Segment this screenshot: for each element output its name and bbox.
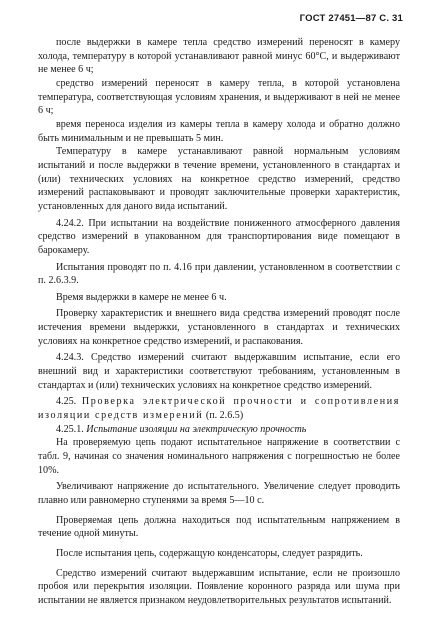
paragraph: Проверку характеристик и внешнего вида средства измерений проводят после истечения времени выдержки, установленного в стандартах и технических условиях на конкретное средство измерений, и распакования. [38,308,400,347]
paragraph: Время выдержки в камере не менее 6 ч. [56,291,227,303]
subsection-heading-4-25-1 [38,423,400,437]
paragraph: Проверяемая цепь должна находиться под испытательным напряжением в течение одной минуты. [38,514,400,540]
paragraph: Увеличивают напряжение до испытательного. Увеличение следует проводить плавно или равномерно ступенями за время 5—10 с. [38,481,400,506]
section-heading-4-25 [38,395,400,422]
document-body [38,36,400,608]
section-number: 4.25. [56,396,77,408]
paragraph: Температуру в камере устанавливают равной нормальным условиям испытаний и после выдержки в течение времени, установленного в стандартах и (или) технических условиях на конкретное средство измерений, средство измерений распаковывают и проводят заключительные проверки характеристик, установленных для даного вида испытаний. [38,146,400,212]
paragraph: после выдержки в камере тепла средство измерений переносят в камеру холода, температуру в которой устанавливают равной минус 60°С, и выдерживают не менее 6 ч; [38,37,400,76]
page-header: ГОСТ 27451—87 С. 31 [299,13,403,24]
subsection-number: 4.25.1. [56,423,84,435]
paragraph: На проверяемую цепь подают испытательное напряжение в соответствии с табл. 9, начиная со значения номинального напряжения с погрешностью не более 10%. [38,437,400,476]
paragraph: 4.24.2. При испытании на воздействие пониженного атмосферного давления средство измерений в упакованном для транспортирования виде помещают в барокамеру. [38,217,400,256]
section-reference: (п. 2.6.5) [205,410,244,422]
paragraph: Средство измерений считают выдержавшим испытание, если не произошло пробоя или перекрытия изоляции. Появление коронного разряда или шума при испытании не является признаком неудовлетворительных результатов испытаний. [38,567,400,606]
paragraph: время переноса изделия из камеры тепла в камеру холода и обратно должно быть минимальным и не превышать 5 мин. [38,118,400,144]
paragraph: После испытания цепь, содержащую конденсаторы, следует разрядить. [56,547,363,559]
paragraph: средство измерений переносят в камеру тепла, в которой установлена температура, соответствующая условиям хранения, и выдерживают в ней не менее 6 ч; [38,77,400,117]
subsection-title: Испытание изоляции на электрическую прочность [86,423,307,435]
section-title: Проверка электрической прочности и сопротивления изоляции средств измерений [38,396,401,422]
paragraph: 4.24.3. Средство измерений считают выдержавшим испытание, если его внешний вид и характеристики соответствуют требованиям, установленным в стандартах и (или) технических условиях на конкретное средство измерений. [38,352,400,391]
paragraph: Испытания проводят по п. 4.16 при давлении, установленном в соответствии с п. 2.6.3.9. [38,261,400,287]
